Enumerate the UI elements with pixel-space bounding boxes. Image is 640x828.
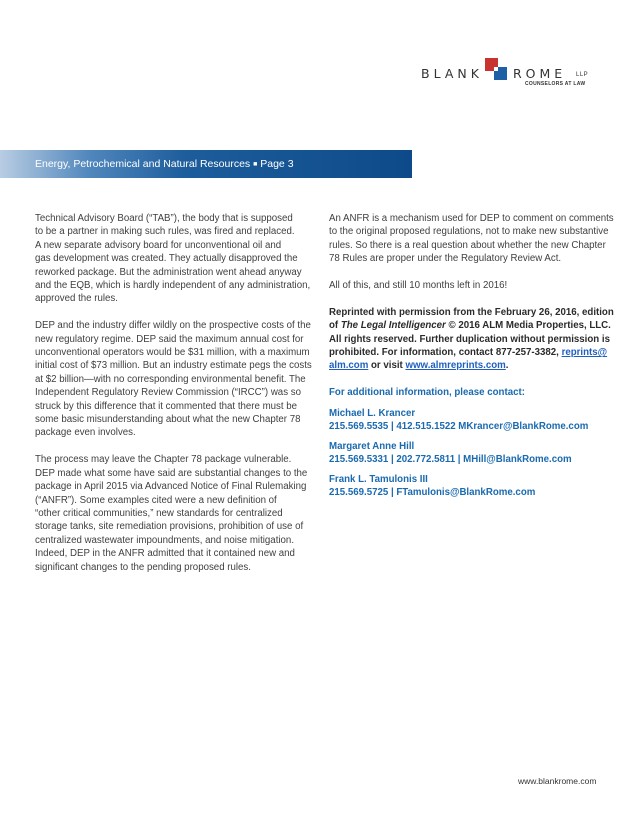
text-line: Technical Advisory Board (“TAB”), the body that is supposed	[35, 213, 293, 224]
footer-website[interactable]: www.blankrome.com	[518, 776, 597, 786]
text-line: gas development was created. They actually disapproved the	[35, 253, 298, 265]
text-line: The process may leave the Chapter 78 package vulnerable.	[35, 454, 292, 466]
text-line: approved the rules.	[35, 293, 118, 305]
logo-word-blank: BLANK	[421, 66, 483, 81]
reprint-line	[329, 359, 602, 372]
reprint-line	[329, 346, 608, 359]
text-line: DEP made what some have said are substantial changes to the	[35, 467, 308, 479]
banner-separator: ■	[253, 161, 258, 168]
logo-llp: LLP	[576, 72, 589, 78]
reprint-text: or visit	[368, 360, 406, 372]
paragraph	[329, 279, 602, 292]
paragraph	[35, 212, 311, 306]
text-line: and the EQB, which is hardly independent of any administration,	[35, 280, 311, 292]
left-column	[35, 212, 311, 587]
right-column	[329, 212, 614, 506]
reprint-line	[329, 319, 611, 332]
text-line: An ANFR is a mechanism used for DEP to comment on comments	[329, 213, 614, 224]
text-line: All of this, and still 10 months left in 2016!	[329, 280, 508, 292]
contacts-list	[329, 407, 602, 499]
logo-word-rome: ROME	[513, 66, 567, 81]
text-line: Independent Regulatory Review Commission (“IRCC”) was so	[35, 387, 301, 399]
text-line: “other critical communities,” new standards for centralized	[35, 507, 283, 519]
reprint-text: .	[505, 360, 509, 372]
text-line: rules. So there is a real question about whether the new Chapter	[329, 239, 606, 251]
reprints-email-link-cont[interactable]: alm.com	[329, 360, 369, 372]
reprint-text: of	[329, 320, 341, 332]
text-line: to the original proposed regulations, not to make new substantive	[329, 226, 609, 238]
contact-entry	[329, 407, 602, 433]
text-line: initial cost of $73 million. But an industry estimate pegs the costs	[35, 360, 312, 372]
reprint-line: Reprinted with permission from the February 26, 2016, edition	[329, 306, 614, 318]
almreprints-link[interactable]: www.almreprints.com	[405, 360, 506, 372]
text-line: significant changes to the pending proposed rules.	[35, 561, 251, 573]
contacts-heading: For additional information, please contact:	[329, 387, 525, 399]
contact-name: Michael L. Krancer	[329, 407, 416, 419]
text-line: struck by this difference that it commented that there must be	[35, 400, 298, 412]
reprints-email-link[interactable]: reprints@	[561, 347, 608, 359]
reprint-text: © 2016 ALM Media Properties, LLC.	[445, 320, 611, 332]
logo-tagline: COUNSELORS AT LAW	[525, 81, 586, 87]
paragraph	[35, 453, 311, 574]
text-line: Indeed, DEP in the ANFR admitted that it contained new and	[35, 548, 295, 560]
banner-title	[35, 158, 294, 170]
text-line: to be a partner in making such rules, was fired and replaced.	[35, 226, 295, 238]
contact-phone-email[interactable]: 215.569.5331 | 202.772.5811 | MHill@BlankRome.com	[329, 453, 572, 465]
text-line: package even involves.	[35, 427, 136, 439]
text-line: (“ANFR”). Some examples cited were a new definition of	[35, 494, 277, 506]
text-line: 78 Rules are proper under the Regulatory Review Act.	[329, 253, 562, 265]
paragraph	[329, 212, 614, 266]
text-line: at $2 billion—with no corresponding environmental benefit. The	[35, 373, 306, 385]
banner-page-number: Page 3	[260, 158, 294, 170]
text-line: some basic misunderstanding about what the new Chapter 78	[35, 414, 301, 426]
reprint-notice	[329, 306, 614, 373]
text-line: unconventional operators would be $31 million, with a maximum	[35, 347, 310, 359]
paragraph	[35, 319, 311, 440]
contact-entry	[329, 440, 602, 466]
text-line: A new separate advisory board for unconventional oil and	[35, 239, 282, 251]
contact-name: Margaret Anne Hill	[329, 440, 415, 452]
section-banner	[0, 150, 412, 178]
contact-phone-email[interactable]: 215.569.5725 | FTamulonis@BlankRome.com	[329, 486, 536, 498]
contact-entry	[329, 473, 602, 499]
logo-mark-icon	[485, 58, 507, 80]
text-line: storage tanks, site remediation provisions, prohibition of use of	[35, 521, 304, 533]
text-line: package in April 2015 via Advanced Notice of Final Rulemaking	[35, 481, 307, 493]
right-paragraphs	[329, 212, 614, 292]
contact-name: Frank L. Tamulonis III	[329, 473, 428, 485]
text-line: reworked package. But the administration went ahead anyway	[35, 266, 302, 278]
reprint-text: prohibited. For information, contact 877-257-3382,	[329, 347, 562, 359]
text-line: centralized wastewater impoundments, and noise mitigation.	[35, 534, 295, 546]
text-line: DEP and the industry differ wildly on the prospective costs of the	[35, 320, 311, 332]
text-line: new regulatory regime. DEP said the maximum annual cost for	[35, 333, 304, 345]
publication-title: The Legal Intelligencer	[340, 320, 446, 332]
banner-section: Energy, Petrochemical and Natural Resources	[35, 158, 251, 170]
contact-phone-email[interactable]: 215.569.5535 | 412.515.1522 MKrancer@BlankRome.com	[329, 420, 589, 432]
reprint-line: All rights reserved. Further duplication without permission is	[329, 333, 610, 345]
blank-rome-logo	[421, 58, 611, 98]
